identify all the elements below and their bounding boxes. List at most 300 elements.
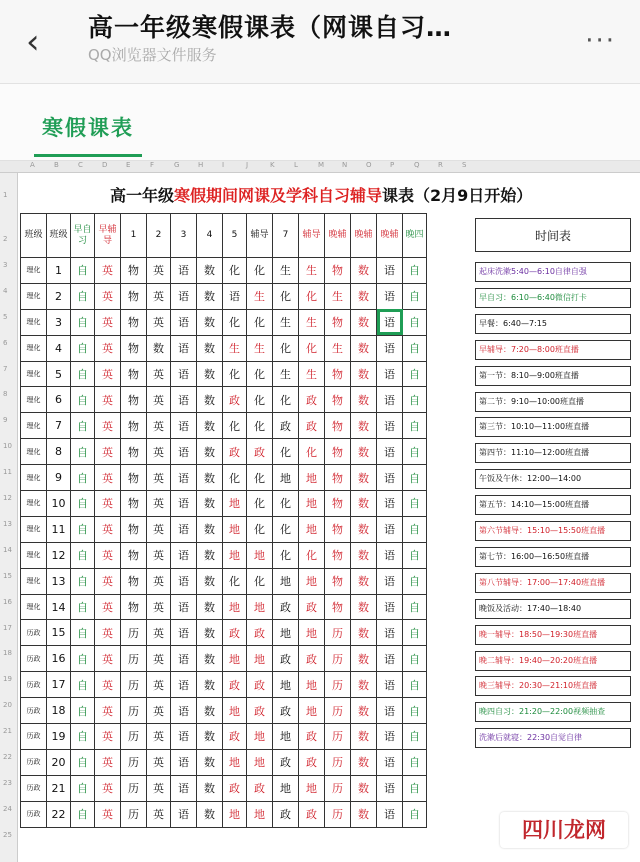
schedule-cell[interactable]: 历 — [325, 749, 351, 775]
schedule-cell[interactable]: 数 — [197, 620, 223, 646]
schedule-cell[interactable]: 英 — [147, 542, 171, 568]
schedule-cell[interactable]: 政 — [223, 724, 247, 750]
schedule-cell[interactable]: 化 — [299, 283, 325, 309]
table-row[interactable] — [21, 439, 427, 465]
schedule-cell[interactable]: 数 — [197, 491, 223, 517]
class-number-cell[interactable]: 16 — [47, 646, 71, 672]
schedule-cell[interactable]: 自 — [71, 594, 95, 620]
schedule-cell[interactable]: 语 — [171, 361, 197, 387]
schedule-cell[interactable]: 语 — [377, 387, 403, 413]
schedule-cell[interactable]: 数 — [351, 361, 377, 387]
schedule-cell[interactable]: 英 — [147, 516, 171, 542]
schedule-cell[interactable]: 语 — [171, 258, 197, 284]
schedule-cell[interactable]: 数 — [197, 283, 223, 309]
schedule-cell[interactable]: 自 — [71, 413, 95, 439]
schedule-cell[interactable]: 语 — [377, 335, 403, 361]
schedule-cell[interactable]: 英 — [147, 413, 171, 439]
schedule-cell[interactable]: 化 — [273, 542, 299, 568]
table-row[interactable] — [21, 413, 427, 439]
schedule-cell[interactable]: 数 — [197, 542, 223, 568]
schedule-cell[interactable]: 历 — [121, 775, 147, 801]
schedule-cell[interactable]: 语 — [171, 309, 197, 335]
schedule-cell[interactable]: 历 — [325, 672, 351, 698]
schedule-cell[interactable]: 政 — [247, 439, 273, 465]
schedule-cell[interactable]: 地 — [299, 491, 325, 517]
schedule-cell[interactable]: 物 — [121, 335, 147, 361]
schedule-cell[interactable]: 地 — [223, 542, 247, 568]
schedule-cell[interactable]: 英 — [147, 749, 171, 775]
schedule-cell[interactable]: 自 — [71, 698, 95, 724]
class-number-cell[interactable]: 22 — [47, 801, 71, 827]
table-row[interactable] — [21, 724, 427, 750]
schedule-cell[interactable]: 自 — [403, 516, 427, 542]
schedule-cell[interactable]: 历 — [121, 724, 147, 750]
table-row[interactable] — [21, 516, 427, 542]
schedule-cell[interactable]: 生 — [223, 335, 247, 361]
schedule-cell[interactable]: 政 — [247, 620, 273, 646]
track-cell[interactable]: 理化 — [21, 309, 47, 335]
schedule-cell[interactable]: 英 — [95, 413, 121, 439]
schedule-cell[interactable]: 化 — [273, 335, 299, 361]
schedule-cell[interactable]: 自 — [403, 465, 427, 491]
schedule-cell[interactable]: 语 — [377, 801, 403, 827]
class-number-cell[interactable]: 19 — [47, 724, 71, 750]
schedule-cell[interactable]: 自 — [403, 801, 427, 827]
class-number-cell[interactable]: 12 — [47, 542, 71, 568]
schedule-cell[interactable]: 化 — [247, 516, 273, 542]
schedule-cell[interactable]: 自 — [71, 749, 95, 775]
schedule-cell[interactable]: 自 — [403, 491, 427, 517]
schedule-cell[interactable]: 物 — [121, 594, 147, 620]
schedule-cell[interactable]: 历 — [325, 724, 351, 750]
schedule-cell[interactable]: 英 — [147, 775, 171, 801]
class-number-cell[interactable]: 18 — [47, 698, 71, 724]
class-number-cell[interactable]: 15 — [47, 620, 71, 646]
schedule-cell[interactable]: 历 — [121, 801, 147, 827]
schedule-cell[interactable]: 数 — [351, 594, 377, 620]
schedule-cell[interactable]: 地 — [299, 465, 325, 491]
schedule-cell[interactable]: 英 — [95, 672, 121, 698]
schedule-cell[interactable]: 英 — [147, 283, 171, 309]
schedule-cell[interactable]: 英 — [95, 439, 121, 465]
table-row[interactable] — [21, 542, 427, 568]
schedule-cell[interactable]: 化 — [273, 491, 299, 517]
schedule-cell[interactable]: 数 — [197, 801, 223, 827]
schedule-cell[interactable]: 物 — [121, 309, 147, 335]
schedule-cell[interactable]: 化 — [273, 516, 299, 542]
class-number-cell[interactable]: 3 — [47, 309, 71, 335]
schedule-cell[interactable]: 英 — [95, 516, 121, 542]
schedule-cell[interactable]: 自 — [71, 516, 95, 542]
schedule-cell[interactable]: 数 — [197, 698, 223, 724]
schedule-cell[interactable]: 语 — [377, 568, 403, 594]
schedule-cell[interactable]: 自 — [71, 672, 95, 698]
schedule-cell[interactable]: 化 — [223, 361, 247, 387]
schedule-cell[interactable]: 数 — [197, 749, 223, 775]
track-cell[interactable]: 理化 — [21, 439, 47, 465]
schedule-cell[interactable]: 生 — [325, 335, 351, 361]
schedule-cell[interactable]: 化 — [247, 361, 273, 387]
schedule-cell[interactable]: 数 — [351, 775, 377, 801]
table-row[interactable] — [21, 465, 427, 491]
schedule-cell[interactable]: 数 — [197, 775, 223, 801]
schedule-cell[interactable]: 英 — [147, 698, 171, 724]
schedule-cell[interactable]: 英 — [95, 387, 121, 413]
schedule-cell[interactable]: 语 — [377, 698, 403, 724]
schedule-cell[interactable]: 物 — [121, 568, 147, 594]
schedule-cell[interactable]: 语 — [377, 775, 403, 801]
schedule-cell[interactable]: 物 — [121, 491, 147, 517]
schedule-cell[interactable]: 化 — [273, 439, 299, 465]
schedule-cell[interactable]: 地 — [223, 491, 247, 517]
schedule-cell[interactable]: 物 — [325, 594, 351, 620]
schedule-cell[interactable]: 地 — [299, 775, 325, 801]
schedule-cell[interactable]: 语 — [377, 672, 403, 698]
schedule-cell[interactable]: 语 — [377, 258, 403, 284]
schedule-cell[interactable]: 英 — [147, 465, 171, 491]
schedule-cell[interactable]: 化 — [273, 283, 299, 309]
table-row[interactable] — [21, 258, 427, 284]
schedule-cell[interactable]: 物 — [121, 516, 147, 542]
schedule-cell[interactable]: 地 — [273, 724, 299, 750]
schedule-cell[interactable]: 化 — [299, 542, 325, 568]
schedule-cell[interactable]: 数 — [351, 801, 377, 827]
schedule-cell[interactable]: 数 — [197, 646, 223, 672]
schedule-cell[interactable]: 政 — [223, 620, 247, 646]
schedule-cell[interactable]: 化 — [247, 258, 273, 284]
table-row[interactable] — [21, 283, 427, 309]
schedule-cell[interactable]: 语 — [171, 387, 197, 413]
schedule-cell[interactable]: 语 — [171, 775, 197, 801]
schedule-cell[interactable]: 政 — [299, 801, 325, 827]
track-cell[interactable]: 理化 — [21, 491, 47, 517]
schedule-cell[interactable]: 地 — [273, 568, 299, 594]
schedule-cell[interactable]: 英 — [147, 801, 171, 827]
schedule-cell[interactable]: 语 — [171, 283, 197, 309]
schedule-cell[interactable]: 化 — [223, 309, 247, 335]
schedule-cell[interactable]: 历 — [325, 620, 351, 646]
schedule-cell[interactable]: 自 — [71, 801, 95, 827]
schedule-cell[interactable]: 历 — [325, 698, 351, 724]
schedule-cell[interactable]: 数 — [197, 439, 223, 465]
schedule-cell[interactable]: 英 — [147, 724, 171, 750]
schedule-cell[interactable]: 数 — [351, 439, 377, 465]
schedule-cell[interactable]: 数 — [351, 646, 377, 672]
schedule-cell[interactable]: 物 — [325, 309, 351, 335]
schedule-cell[interactable]: 英 — [95, 361, 121, 387]
schedule-cell[interactable]: 政 — [247, 775, 273, 801]
track-cell[interactable]: 历政 — [21, 775, 47, 801]
schedule-cell[interactable]: 生 — [273, 309, 299, 335]
schedule-cell[interactable]: 物 — [325, 491, 351, 517]
schedule-cell[interactable]: 英 — [95, 568, 121, 594]
table-row[interactable] — [21, 698, 427, 724]
schedule-cell[interactable]: 地 — [299, 620, 325, 646]
schedule-cell[interactable]: 地 — [247, 646, 273, 672]
class-number-cell[interactable]: 20 — [47, 749, 71, 775]
table-row[interactable] — [21, 568, 427, 594]
schedule-cell[interactable]: 物 — [325, 568, 351, 594]
track-cell[interactable]: 历政 — [21, 620, 47, 646]
class-number-cell[interactable]: 13 — [47, 568, 71, 594]
schedule-cell[interactable]: 自 — [71, 283, 95, 309]
schedule-cell[interactable]: 政 — [273, 749, 299, 775]
schedule-cell[interactable]: 自 — [71, 258, 95, 284]
schedule-cell[interactable]: 语 — [171, 335, 197, 361]
schedule-cell[interactable]: 自 — [71, 361, 95, 387]
schedule-cell[interactable]: 语 — [171, 594, 197, 620]
table-row[interactable] — [21, 646, 427, 672]
schedule-cell[interactable]: 自 — [403, 698, 427, 724]
schedule-cell[interactable]: 自 — [71, 387, 95, 413]
schedule-cell[interactable]: 化 — [223, 568, 247, 594]
schedule-cell[interactable]: 语 — [377, 465, 403, 491]
schedule-cell[interactable]: 数 — [197, 413, 223, 439]
schedule-cell[interactable]: 自 — [71, 724, 95, 750]
schedule-cell[interactable]: 自 — [403, 646, 427, 672]
class-number-cell[interactable]: 11 — [47, 516, 71, 542]
schedule-cell[interactable]: 自 — [71, 646, 95, 672]
schedule-cell[interactable]: 化 — [247, 387, 273, 413]
track-cell[interactable]: 理化 — [21, 594, 47, 620]
schedule-cell[interactable]: 历 — [325, 775, 351, 801]
schedule-cell[interactable]: 物 — [121, 413, 147, 439]
schedule-cell[interactable]: 语 — [171, 491, 197, 517]
schedule-cell[interactable]: 地 — [273, 775, 299, 801]
schedule-cell[interactable]: 物 — [325, 465, 351, 491]
schedule-cell[interactable]: 英 — [147, 620, 171, 646]
schedule-cell[interactable]: 数 — [351, 491, 377, 517]
schedule-cell[interactable]: 数 — [197, 465, 223, 491]
table-row[interactable] — [21, 801, 427, 827]
schedule-cell[interactable]: 物 — [325, 361, 351, 387]
schedule-cell[interactable]: 政 — [299, 749, 325, 775]
schedule-cell[interactable]: 政 — [299, 387, 325, 413]
schedule-cell[interactable]: 生 — [273, 258, 299, 284]
track-cell[interactable]: 历政 — [21, 801, 47, 827]
class-number-cell[interactable]: 14 — [47, 594, 71, 620]
schedule-cell[interactable]: 自 — [403, 283, 427, 309]
schedule-cell[interactable]: 政 — [299, 594, 325, 620]
schedule-cell[interactable]: 政 — [299, 646, 325, 672]
schedule-cell[interactable]: 语 — [171, 516, 197, 542]
schedule-cell[interactable]: 物 — [325, 258, 351, 284]
schedule-cell[interactable]: 自 — [403, 724, 427, 750]
table-row[interactable] — [21, 749, 427, 775]
schedule-cell[interactable]: 生 — [325, 283, 351, 309]
schedule-cell[interactable]: 物 — [121, 439, 147, 465]
schedule-cell[interactable]: 自 — [71, 568, 95, 594]
schedule-cell[interactable]: 语 — [377, 309, 403, 335]
schedule-cell[interactable]: 自 — [403, 672, 427, 698]
schedule-cell[interactable]: 物 — [325, 516, 351, 542]
class-number-cell[interactable]: 2 — [47, 283, 71, 309]
schedule-cell[interactable]: 地 — [273, 672, 299, 698]
schedule-cell[interactable]: 数 — [197, 258, 223, 284]
schedule-cell[interactable]: 语 — [377, 413, 403, 439]
class-number-cell[interactable]: 21 — [47, 775, 71, 801]
schedule-cell[interactable]: 语 — [377, 516, 403, 542]
track-cell[interactable]: 理化 — [21, 258, 47, 284]
schedule-cell[interactable]: 化 — [247, 465, 273, 491]
schedule-cell[interactable]: 自 — [403, 258, 427, 284]
class-number-cell[interactable]: 9 — [47, 465, 71, 491]
schedule-cell[interactable]: 物 — [121, 465, 147, 491]
table-row[interactable] — [21, 594, 427, 620]
schedule-cell[interactable]: 数 — [351, 413, 377, 439]
class-number-cell[interactable]: 8 — [47, 439, 71, 465]
schedule-cell[interactable]: 语 — [377, 361, 403, 387]
schedule-cell[interactable]: 政 — [299, 724, 325, 750]
schedule-cell[interactable]: 物 — [121, 258, 147, 284]
schedule-cell[interactable]: 政 — [273, 594, 299, 620]
schedule-cell[interactable]: 自 — [71, 775, 95, 801]
schedule-cell[interactable]: 化 — [223, 465, 247, 491]
schedule-cell[interactable]: 数 — [351, 465, 377, 491]
schedule-cell[interactable]: 政 — [247, 672, 273, 698]
schedule-cell[interactable]: 英 — [95, 258, 121, 284]
schedule-cell[interactable]: 地 — [273, 620, 299, 646]
schedule-cell[interactable]: 化 — [247, 568, 273, 594]
schedule-cell[interactable]: 政 — [273, 698, 299, 724]
schedule-cell[interactable]: 英 — [95, 594, 121, 620]
schedule-cell[interactable]: 生 — [273, 361, 299, 387]
schedule-cell[interactable]: 生 — [299, 258, 325, 284]
schedule-cell[interactable]: 化 — [299, 439, 325, 465]
class-number-cell[interactable]: 7 — [47, 413, 71, 439]
schedule-cell[interactable]: 语 — [171, 439, 197, 465]
schedule-cell[interactable]: 英 — [95, 698, 121, 724]
schedule-cell[interactable]: 语 — [171, 698, 197, 724]
schedule-cell[interactable]: 数 — [351, 542, 377, 568]
schedule-cell[interactable]: 地 — [223, 801, 247, 827]
schedule-cell[interactable]: 地 — [247, 542, 273, 568]
schedule-cell[interactable]: 化 — [223, 413, 247, 439]
sheet-tab-winter[interactable]: 寒假课表 — [42, 116, 134, 140]
schedule-cell[interactable]: 英 — [95, 491, 121, 517]
track-cell[interactable]: 理化 — [21, 516, 47, 542]
schedule-cell[interactable]: 英 — [95, 801, 121, 827]
schedule-cell[interactable]: 语 — [377, 724, 403, 750]
schedule-cell[interactable]: 自 — [403, 335, 427, 361]
schedule-cell[interactable]: 英 — [95, 775, 121, 801]
schedule-cell[interactable]: 数 — [351, 698, 377, 724]
schedule-cell[interactable]: 数 — [147, 335, 171, 361]
schedule-cell[interactable]: 数 — [197, 309, 223, 335]
schedule-cell[interactable]: 生 — [299, 361, 325, 387]
schedule-cell[interactable]: 历 — [121, 646, 147, 672]
table-row[interactable] — [21, 309, 427, 335]
schedule-cell[interactable]: 物 — [325, 439, 351, 465]
track-cell[interactable]: 理化 — [21, 465, 47, 491]
schedule-cell[interactable]: 历 — [325, 801, 351, 827]
schedule-cell[interactable]: 政 — [299, 413, 325, 439]
schedule-cell[interactable]: 化 — [299, 335, 325, 361]
schedule-cell[interactable]: 语 — [377, 749, 403, 775]
track-cell[interactable]: 历政 — [21, 698, 47, 724]
class-number-cell[interactable]: 1 — [47, 258, 71, 284]
class-number-cell[interactable]: 6 — [47, 387, 71, 413]
schedule-cell[interactable]: 自 — [71, 620, 95, 646]
schedule-cell[interactable]: 政 — [223, 672, 247, 698]
schedule-cell[interactable]: 物 — [325, 542, 351, 568]
schedule-cell[interactable]: 英 — [95, 283, 121, 309]
track-cell[interactable]: 历政 — [21, 646, 47, 672]
track-cell[interactable]: 历政 — [21, 749, 47, 775]
table-row[interactable] — [21, 361, 427, 387]
schedule-cell[interactable]: 数 — [197, 672, 223, 698]
schedule-cell[interactable]: 英 — [95, 335, 121, 361]
schedule-cell[interactable]: 物 — [121, 387, 147, 413]
schedule-cell[interactable]: 英 — [147, 361, 171, 387]
schedule-table[interactable] — [20, 213, 427, 828]
schedule-cell[interactable]: 语 — [223, 283, 247, 309]
schedule-cell[interactable]: 数 — [351, 620, 377, 646]
schedule-cell[interactable]: 英 — [147, 439, 171, 465]
schedule-cell[interactable]: 历 — [121, 672, 147, 698]
track-cell[interactable]: 理化 — [21, 335, 47, 361]
schedule-cell[interactable]: 政 — [223, 775, 247, 801]
schedule-cell[interactable]: 自 — [71, 491, 95, 517]
schedule-cell[interactable]: 数 — [351, 387, 377, 413]
schedule-cell[interactable]: 语 — [377, 542, 403, 568]
schedule-cell[interactable]: 英 — [95, 749, 121, 775]
schedule-cell[interactable]: 化 — [247, 413, 273, 439]
schedule-cell[interactable]: 语 — [377, 620, 403, 646]
schedule-cell[interactable]: 自 — [403, 387, 427, 413]
schedule-cell[interactable]: 自 — [403, 775, 427, 801]
schedule-cell[interactable]: 历 — [121, 698, 147, 724]
schedule-cell[interactable]: 地 — [247, 594, 273, 620]
track-cell[interactable]: 历政 — [21, 672, 47, 698]
schedule-cell[interactable]: 地 — [299, 698, 325, 724]
schedule-cell[interactable]: 政 — [273, 646, 299, 672]
schedule-cell[interactable]: 数 — [351, 309, 377, 335]
track-cell[interactable]: 理化 — [21, 283, 47, 309]
schedule-cell[interactable]: 自 — [403, 361, 427, 387]
schedule-cell[interactable]: 地 — [223, 594, 247, 620]
schedule-cell[interactable]: 物 — [325, 413, 351, 439]
class-number-cell[interactable]: 4 — [47, 335, 71, 361]
schedule-cell[interactable]: 自 — [71, 542, 95, 568]
schedule-cell[interactable]: 地 — [223, 516, 247, 542]
schedule-cell[interactable]: 化 — [273, 387, 299, 413]
schedule-cell[interactable]: 物 — [121, 542, 147, 568]
schedule-cell[interactable]: 语 — [377, 491, 403, 517]
schedule-cell[interactable]: 数 — [197, 516, 223, 542]
schedule-cell[interactable]: 政 — [273, 413, 299, 439]
schedule-cell[interactable]: 自 — [403, 594, 427, 620]
schedule-cell[interactable]: 数 — [351, 335, 377, 361]
schedule-cell[interactable]: 语 — [171, 568, 197, 594]
schedule-cell[interactable]: 数 — [351, 258, 377, 284]
schedule-cell[interactable]: 语 — [171, 801, 197, 827]
schedule-cell[interactable]: 化 — [247, 491, 273, 517]
schedule-cell[interactable]: 英 — [95, 542, 121, 568]
schedule-cell[interactable]: 生 — [299, 309, 325, 335]
schedule-cell[interactable]: 英 — [95, 309, 121, 335]
track-cell[interactable]: 理化 — [21, 413, 47, 439]
schedule-cell[interactable]: 英 — [147, 672, 171, 698]
schedule-cell[interactable]: 地 — [273, 465, 299, 491]
schedule-cell[interactable]: 地 — [247, 749, 273, 775]
schedule-cell[interactable]: 历 — [121, 749, 147, 775]
schedule-cell[interactable]: 英 — [147, 309, 171, 335]
schedule-cell[interactable]: 自 — [71, 309, 95, 335]
schedule-cell[interactable]: 自 — [403, 568, 427, 594]
schedule-cell[interactable]: 政 — [223, 387, 247, 413]
schedule-cell[interactable]: 自 — [403, 542, 427, 568]
